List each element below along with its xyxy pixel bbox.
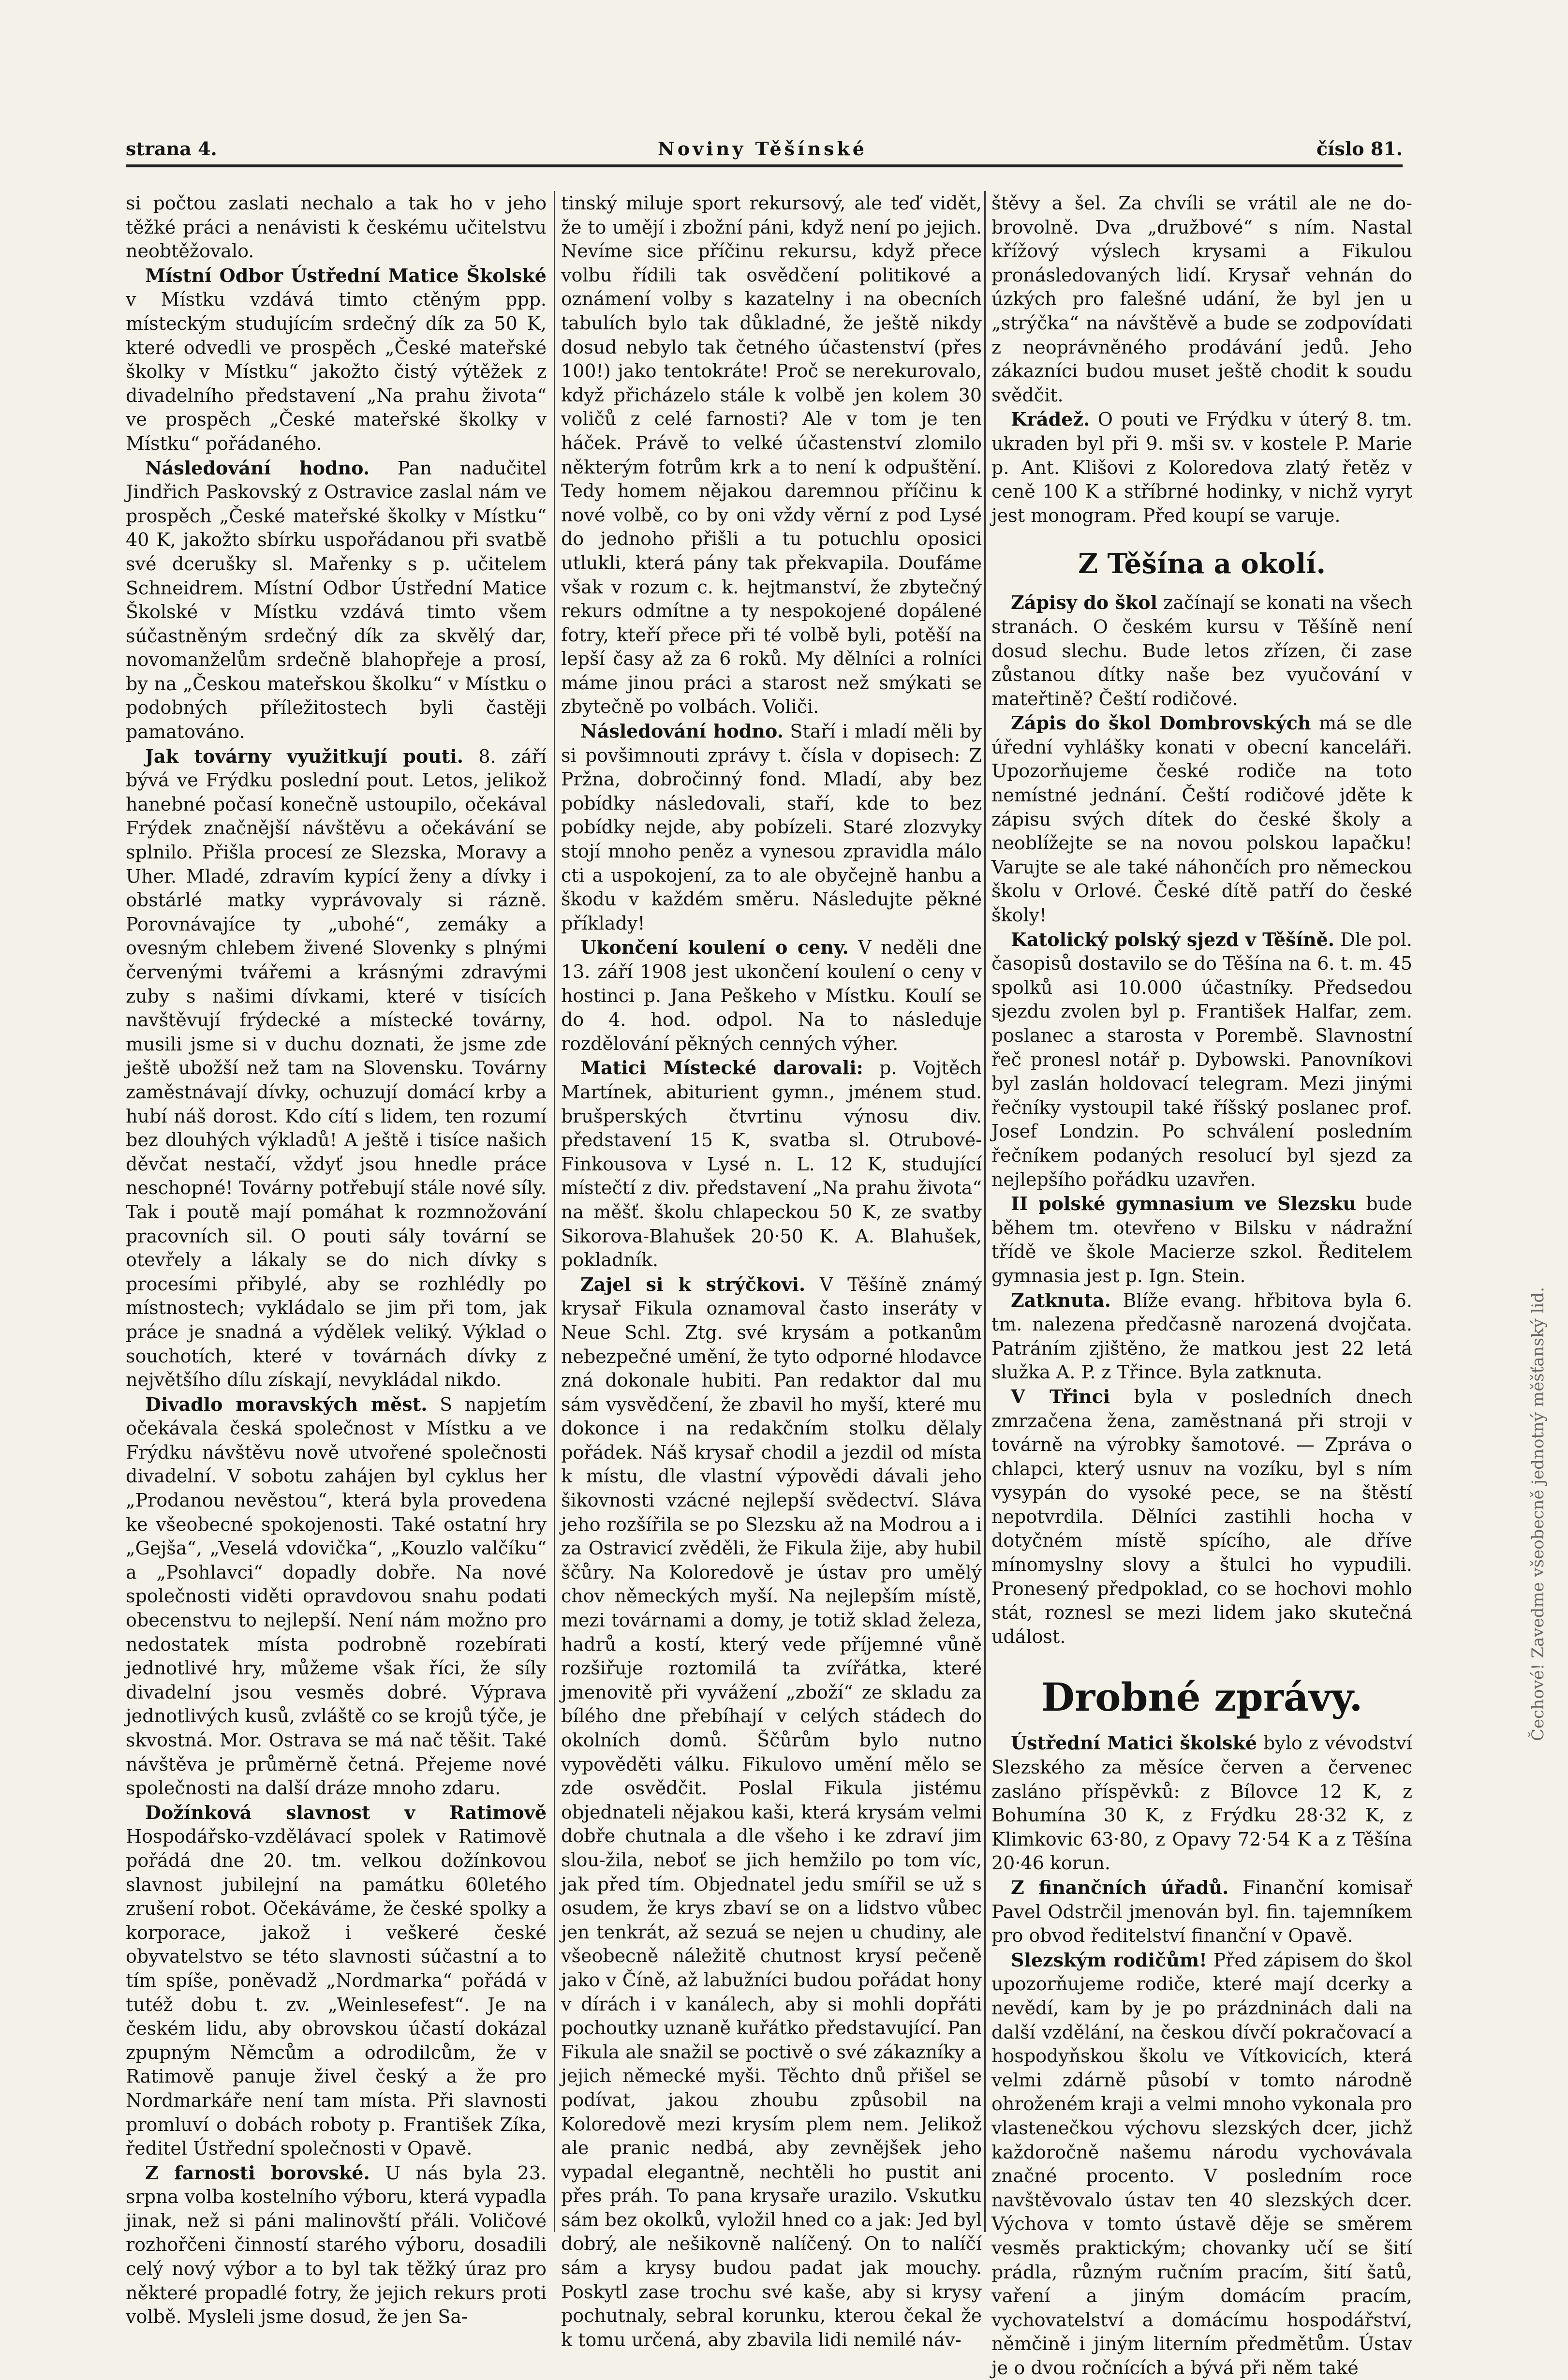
column-2 — [561, 191, 982, 2350]
article-heading: Místní Odbor Ústřední Matice Školské — [145, 264, 547, 286]
article-heading: Ústřední Matici školské — [1011, 1732, 1257, 1754]
page-header — [126, 138, 1403, 162]
article-heading: Slezským rodičům! — [1011, 1949, 1207, 1971]
article-heading: Následování hodno. — [145, 457, 370, 479]
article: Ústřední Matici školské bylo z vévodství Slezského za měsíce červen a červenec zasláno příspěvků: z Bílovce 12 K, z Bohumína 30 K, z Frýdku 28·32 K, z Klimkovic 63·80, z Opavy 72·54 K a z Těšína 20·46 korun. — [991, 1732, 1412, 1874]
article-heading: II polské gymnasium ve Slezsku — [1011, 1193, 1356, 1215]
section-heading-local: Z Těšína a okolí. — [1078, 548, 1326, 580]
article: Zápisy do škol začínají se konati na všech stranách. O českém kursu v Těšíně není dosud slechu. Bude letos zřízen, či zase zůstanou dítky naše bez vyučování v mateřtině? Čeští rodičové. — [991, 591, 1412, 710]
article: si počtou zaslati nechalo a tak ho v jeho těžké práci a nenávisti k českému učitelstvu neobtěžovalo. — [126, 192, 547, 262]
column-3 — [991, 191, 1412, 2379]
column-1 — [126, 191, 547, 2328]
article: Katolický polský sjezd v Těšíně. Dle pol. časopisů dostavilo se do Těšína na 6. t. m. 45 spolků asi 10.000 účastníky. Předsedou sjezdu zvolen byl p. František Halfar, zem. poslanec a starosta v Porembě. Slavnostní řeč pronesl notář p. Dybowski. Panovníkovi byl zaslán holdovací telegram. Mezi jinými řečníky vystoupil také říšský poslanec prof. Josef Londzin. Po schválení posledním řečníkem podaných resolucí byl sjezd za nejlepšího pořádku uzavřen. — [991, 928, 1412, 1190]
article-heading: Zatknuta. — [1011, 1289, 1111, 1311]
section-heading-news: Drobné zprávy. — [1041, 1674, 1363, 1720]
article-heading: Ukončení koulení o ceny. — [580, 936, 849, 959]
article-heading: Katolický polský sjezd v Těšíně. — [1011, 928, 1335, 950]
article: štěvy a šel. Za chvíli se vrátil ale ne do-brovolně. Dva „družbové“ s ním. Nastal křížový výslech krysami a Fikulou pronásledovaných lidí. Krysař vehnán do úzkých pro falešné udání, že byl jen u „strýčka“ na návštěvě a bude se zodpovídati z neoprávněného prodávání jedů. Jeho zákazníci budou muset ještě chodit k soudu svědčit. — [991, 192, 1412, 406]
article: Dožínková slavnost v Ratimově Hospodářsko-vzdělávací spolek v Ratimově pořádá dne 20. tm. velkou dožínkovou slavnost jubilejní na památku 60letého zrušení robot. Očekáváme, že české spolky a korporace, jakož i veškeré české obyvatelstvo se této slavnosti súčastní a to tím spíše, poněvadž „Nordmarka“ pořádá v tutéž dobu t. zv. „Weinlesefest“. Je na českém lidu, aby obrovskou účastí dokázal zpupným Němcům a odrodilcům, že v Ratimově panuje živel český a že pro Nordmarkáře není tam místa. Při slavnosti promluví o dobách roboty p. František Zíka, ředitel Ústřední společnosti v Opavě. — [126, 1801, 547, 2159]
issue-number: číslo 81. — [1316, 138, 1403, 160]
article: Z finančních úřadů. Finanční komisař Pavel Odstrčil jmenován byl. fin. tajemníkem pro obvod ředitelství finanční v Opavě. — [991, 1877, 1412, 1947]
article: Místní Odbor Ústřední Matice Školské v Místku vzdává timto ctěným ppp. místeckým studujícím srdečný dík za 50 K, které odvedli ve prospěch „České mateřské školky v Místku“ jakožto čistý výtěžek z divadelního představení „Na prahu života“ ve prospěch „České mateřské školky v Místku“ pořádaného. — [126, 264, 547, 454]
article: Zápis do škol Dombrovských má se dle úřední vyhlášky konati v obecní kanceláři. Upozorňujeme české rodiče na toto nemístné jednání. Čeští rodičové jděte k zápisu svých dítek do české školy a neoblížejte se na novou polskou lapačku! Varujte se ale také náhončích pro německou školu v Orlové. České dítě patří do české školy! — [991, 712, 1412, 926]
article-heading: Krádež. — [1011, 408, 1090, 430]
article: Krádež. O pouti ve Frýdku v úterý 8. tm. ukraden byl při 9. mši sv. v kostele P. Marie p. Ant. Klišovi z Koloredova zlatý řetěz v ceně 100 K a stříbrné hodinky, v nichž vyryt jest monogram. Před koupí se varuje. — [991, 408, 1412, 526]
article: Divadlo moravských měst. S napjetím očekávala česká společnost v Místku a ve Frýdku návštěvu nově utvořené společnosti divadelní. V sobotu zahájen byl cyklus her „Prodanou nevěstou“, která byla provedena ke všeobecné spokojenosti. Také ostatní hry „Gejša“, „Veselá vdovička“, „Kouzlo valčíku“ a „Psohlavci“ dopadly dobře. Na nové společnosti viděti opravdovou snahu podati obecenstvu to nejlepší. Není nám možno pro nedostatek místa podrobně rozebírati jednotlivé hry, můžeme však říci, že síly divadelní jsou vesměs dobré. Výprava jednotlivých kusů, zvláště co se krojů týče, je skvostná. Mor. Ostrava se má nač těšit. Také návštěva je průměrně četná. Přejeme nové společnosti na další dráze mnoho zdaru. — [126, 1393, 547, 1799]
article-heading: Následování hodno. — [580, 720, 784, 742]
article: Následování hodno. Staří i mladí měli by si povšimnouti zprávy t. čísla v dopisech: Z Pržna, dobročinný fond. Mladí, aby bez pobídky následovali, staří, kde to bez pobídky nejde, aby pobízeli. Staré zlozvyky stojí mnoho peněz a vynesou zpravidla málo cti a uspokojení, za to ale obyčejně hanbu a škodu v každém směru. Následujte pěkné příklady! — [561, 720, 982, 934]
article-heading: Z farnosti borovské. — [145, 2161, 370, 2184]
article-heading: Zápis do škol Dombrovských — [1011, 712, 1311, 734]
article: II polské gymnasium ve Slezsku bude během tm. otevřeno v Bilsku v nádražní třídě ve škole Macierze szkol. Ředitelem gymnasia jest p. Ign. Stein. — [991, 1193, 1412, 1286]
article: Z farnosti borovské. U nás byla 23. srpna volba kostelního výboru, která vypadla jinak, než si páni malinovští přáli. Voličové rozhořčeni činností starého výboru, dosadili celý nový výbor a to byl tak těžký úraz pro některé propadlé fotry, že jejich rekurs proti volbě. Mysleli jsme dosud, že jen Sa- — [126, 2161, 547, 2328]
article: Následování hodno. Pan nadučitel Jindřich Paskovský z Ostravice zaslal nám ve prospěch „České mateřské školky v Místku“ 40 K, jakožto sbírku uspořádanou při svatbě své dcerušky sl. Mařenky s p. učitelem Schneidrem. Místní Odbor Ústřední Matice Školské v Místku vzdává timto všem súčastněným srdečný dík za skvělý dar, novomanželům srdečně blahopřeje a prosí, by na „Českou mateřskou školku“ v Místku o podobných příležitostech byli častěji pamatováno. — [126, 457, 547, 743]
article: V Třinci byla v posledních dnech zmrzačena žena, zaměstnaná při stroji v továrně na výrobky šamotové. — Zpráva o chlapci, který usnuv na vozíku, byl s ním vysypán do vysoké pece, se na štěstí nepotvrdila. Dělníci zastihli hocha v dotyčném místě spícího, ale dříve mínomyslny slovy a štulci ho vypudili. Pronesený předpoklad, co se hochovi mohlo stát, roznesl se mezi lidem jako skutečná událost. — [991, 1385, 1412, 1647]
article-heading: Jak továrny využitkují pouti. — [145, 745, 464, 767]
column-divider — [554, 191, 555, 2232]
article: Zajel si k strýčkovi. V Těšíně známý krysař Fikula oznamoval často inseráty v Neue Schl. Ztg. své krysám a potkanům nebezpečné umění, že tyto odporné hlodavce zná dokonale hubiti. Pan redaktor dal mu sám vysvědčení, že zbavil ho myší, které mu dokonce i na redakčním stolku dělaly pořádek. Náš krysař chodil a jezdil od místa k místu, dle vlastní výpovědi dávali jeho šikovnosti vzácné nejlepší svědectví. Sláva jeho rozšířila se po Slezsku až na Modrou a i za Ostravicí zvěděli, že Fikula žije, aby hubil ščůry. Na Koloredově je ústav pro umělý chov německých myší. Na nejlepším místě, mezi továrnami a domy, je totiž sklad železa, hadrů a kostí, který vede příjemné vůně rozšiřuje roztomilá ta zvířátka, které jmenovitě při vyvážení „zboží“ ze skladu za bílého dne přebíhají v celých stádech do okolních domů. Ščůrům bylo nutno vypověděti válku. Fikulovo umění mělo se zde osvědčit. Poslal Fikula jistému objednateli nějakou kaši, která krysám velmi dobře chutnala a dle všeho i ke zdraví jim slou-žila, neboť se jich hemžilo po tom víc, jak před tím. Objednatel jedu smířil se už s osudem, že krys zbaví se on a lidstvo vůbec jen tenkrát, až sezuá se nejen u chudiny, ale všeobecně náležitě chutnost krysí pečeně jako v Číně, až labužníci budou pořádat hony v dírách i v kanálech, aby si mohli dopřáti pochoutky uznaně kuřátko představující. Pan Fikula ale snažil se poctivě o své zákazníky a jejich německé myši. Těchto dnů přišel se podívat, jakou zhoubu způsobil na Koloredově mezi krysím plem nem. Jelikož ale pranic nedbá, aby zevnějšek jeho vypadal elegantně, nechtěli ho pustit ani přes práh. To pana krysaře urazilo. Vskutku sám bez okolků, vyložil hned co a jak: Jed byl dobrý, ale nešikovně nalíčený. On to nalíčí sám a krysy budou padat jak mouchy. Poskytl zase trochu své kaše, aby si krysy pochutnaly, sebral korunku, kterou čekal že k tomu určená, aby zbavila lidi nemilé náv- — [561, 1273, 982, 2350]
article-heading: V Třinci — [1011, 1385, 1110, 1407]
article: Jak továrny využitkují pouti. 8. září bývá ve Frýdku poslední pout. Letos, jelikož hanebné počasí konečně ustoupilo, očekával Frýdek značnější návštěvu a očekávání se splnilo. Přišla procesí ze Slezska, Moravy a Uher. Mladé, zdravím kypící ženy a dívky i obstárlé matky vyprávovaly si rázně. Porovnávajíce ty „ubohé“, zemáky a ovesným chlebem živené Slovenky s plnými červenými tvářemi a krásnými zdravými zuby s našimi dívkami, které v tisících navštěvují frýdecké a místecké továrny, musili jsme si v duchu doznati, že jsme zde ještě ubožší než tam na Slovensku. Továrny zaměstnávají dívky, ochuzují domácí krby a hubí náš dorost. Kdo cítí s lidem, ten rozumí bez dlouhých výkladů! A ještě i tisíce našich děvčat nestačí, vždyť jsou hnedle práce neschopné! Továrny potřebují stále nové síly. Tak i poutě mají pomáhat k rozmnožování pracovních sil. O pouti sály tovární se otevřely a lákaly se do nich dívky s procesími přibylé, aby se rozhlédly po místnostech; vykládalo se jim při tom, jak práce je snadná a výdělek veliký. Výklad o souchotích, které v továrnách dívky z největšího dílu získají, nevykládal nikdo. — [126, 745, 547, 1391]
article-heading: Zajel si k strýčkovi. — [580, 1273, 806, 1295]
article: Zatknuta. Blíže evang. hřbitova byla 6. tm. nalezena předčasně narozená dvojčata. Patráním zjištěno, že matkou jest 22 letá služka A. P. z Třince. Byla zatknuta. — [991, 1289, 1412, 1383]
article: Matici Místecké darovali: p. Vojtěch Martínek, abiturient gymn., jménem stud. brušperských čtvrtinu výnosu div. představení 15 K, svatba sl. Otrubové-Finkousova v Lysé n. L. 12 K, studující místečtí z div. představení „Na prahu života“ na měšť. školu chlapeckou 50 K, ze svatby Sikorova-Blahušek 20·50 K. A. Blahušek, pokladník. — [561, 1057, 982, 1271]
margin-note: Čechové! Zavedme všeobecně jednotný měšťanský lid. — [1528, 1287, 1548, 1741]
article-heading: Matici Místecké darovali: — [580, 1057, 863, 1079]
header-rule — [126, 164, 1403, 167]
article-heading: Dožínková slavnost v Ratimově — [145, 1801, 547, 1823]
article: Ukončení koulení o ceny. V neděli dne 13. září 1908 jest ukončení koulení o ceny v hostinci p. Jana Peškeho v Místku. Koulí se do 4. hod. odpol. Na to následuje rozdělování pěkných cenných výher. — [561, 936, 982, 1054]
newspaper-title: Noviny Těšínské — [658, 138, 867, 160]
article-heading: Zápisy do škol — [1011, 591, 1157, 614]
article-heading: Z finančních úřadů. — [1011, 1877, 1229, 1898]
column-divider — [984, 191, 986, 2232]
page-number: strana 4. — [126, 138, 217, 160]
article: Slezským rodičům! Před zápisem do škol upozorňujeme rodiče, které mají dcerky a nevědí, kam by je po prázdninách dali na další vzdělání, na českou dívčí pokračovací a hospodyňskou školu ve Vítkovicích, která velmi zdárně působí v tomto národně ohroženém kraji a velmi mnoho vykonala pro vlastenečkou výchovu slezských dcer, jichž každoročně našemu národu vychovávala značné procento. V posledním roce navštěvovalo ústav ten 40 slezských dcer. Výchova v tomto ústavě děje se směrem vesměs praktickým; chovanky učí se šití prádla, různým ručním pracím, šití šatů, vaření a jiným domácím pracím, vychovatelství a domácímu hospodářství, němčině i jiným literním předmětům. Ústav je o dvou ročnících a bývá při něm také — [991, 1949, 1412, 2379]
article: tinský miluje sport rekursový, ale teď vidět, že to umějí i zbožní páni, když není po jejich. Nevíme sice příčinu rekursu, když přece volbu řídili tak osvědčení politikové a oznámení volby s kazatelny i na obecních tabulích bylo tak důkladné, že ještě nikdy dosud nebylo tak četného účastenství (přes 100!) jako tentokráte! Proč se nerekurovalo, když přicházelo stále k volbě jen kolem 30 voličů z celé farnosti? Ale v tom je ten háček. Právě to velké účastenství zlomilo některým fotrům krk a to není k odpuštění. Tedy homem nějakou daremnou příčinu k nové volbě, co by oni vždy věrní z pod Lysé do jednoho přišli a tu potuchlu oposici utlukli, která pány tak překvapila. Doufáme však v rozum c. k. hejtmanství, že zbytečný rekurs odmítne a ty nespokojené dopálené fotry, kteří přece při té volbě byli, potěší na lepší časy až za 6 roků. My dělníci a rolníci máme jinou práci a starost než smýkati se zbytečně po volbách. Voliči. — [561, 192, 982, 718]
article-heading: Divadlo moravských měst. — [145, 1393, 428, 1415]
